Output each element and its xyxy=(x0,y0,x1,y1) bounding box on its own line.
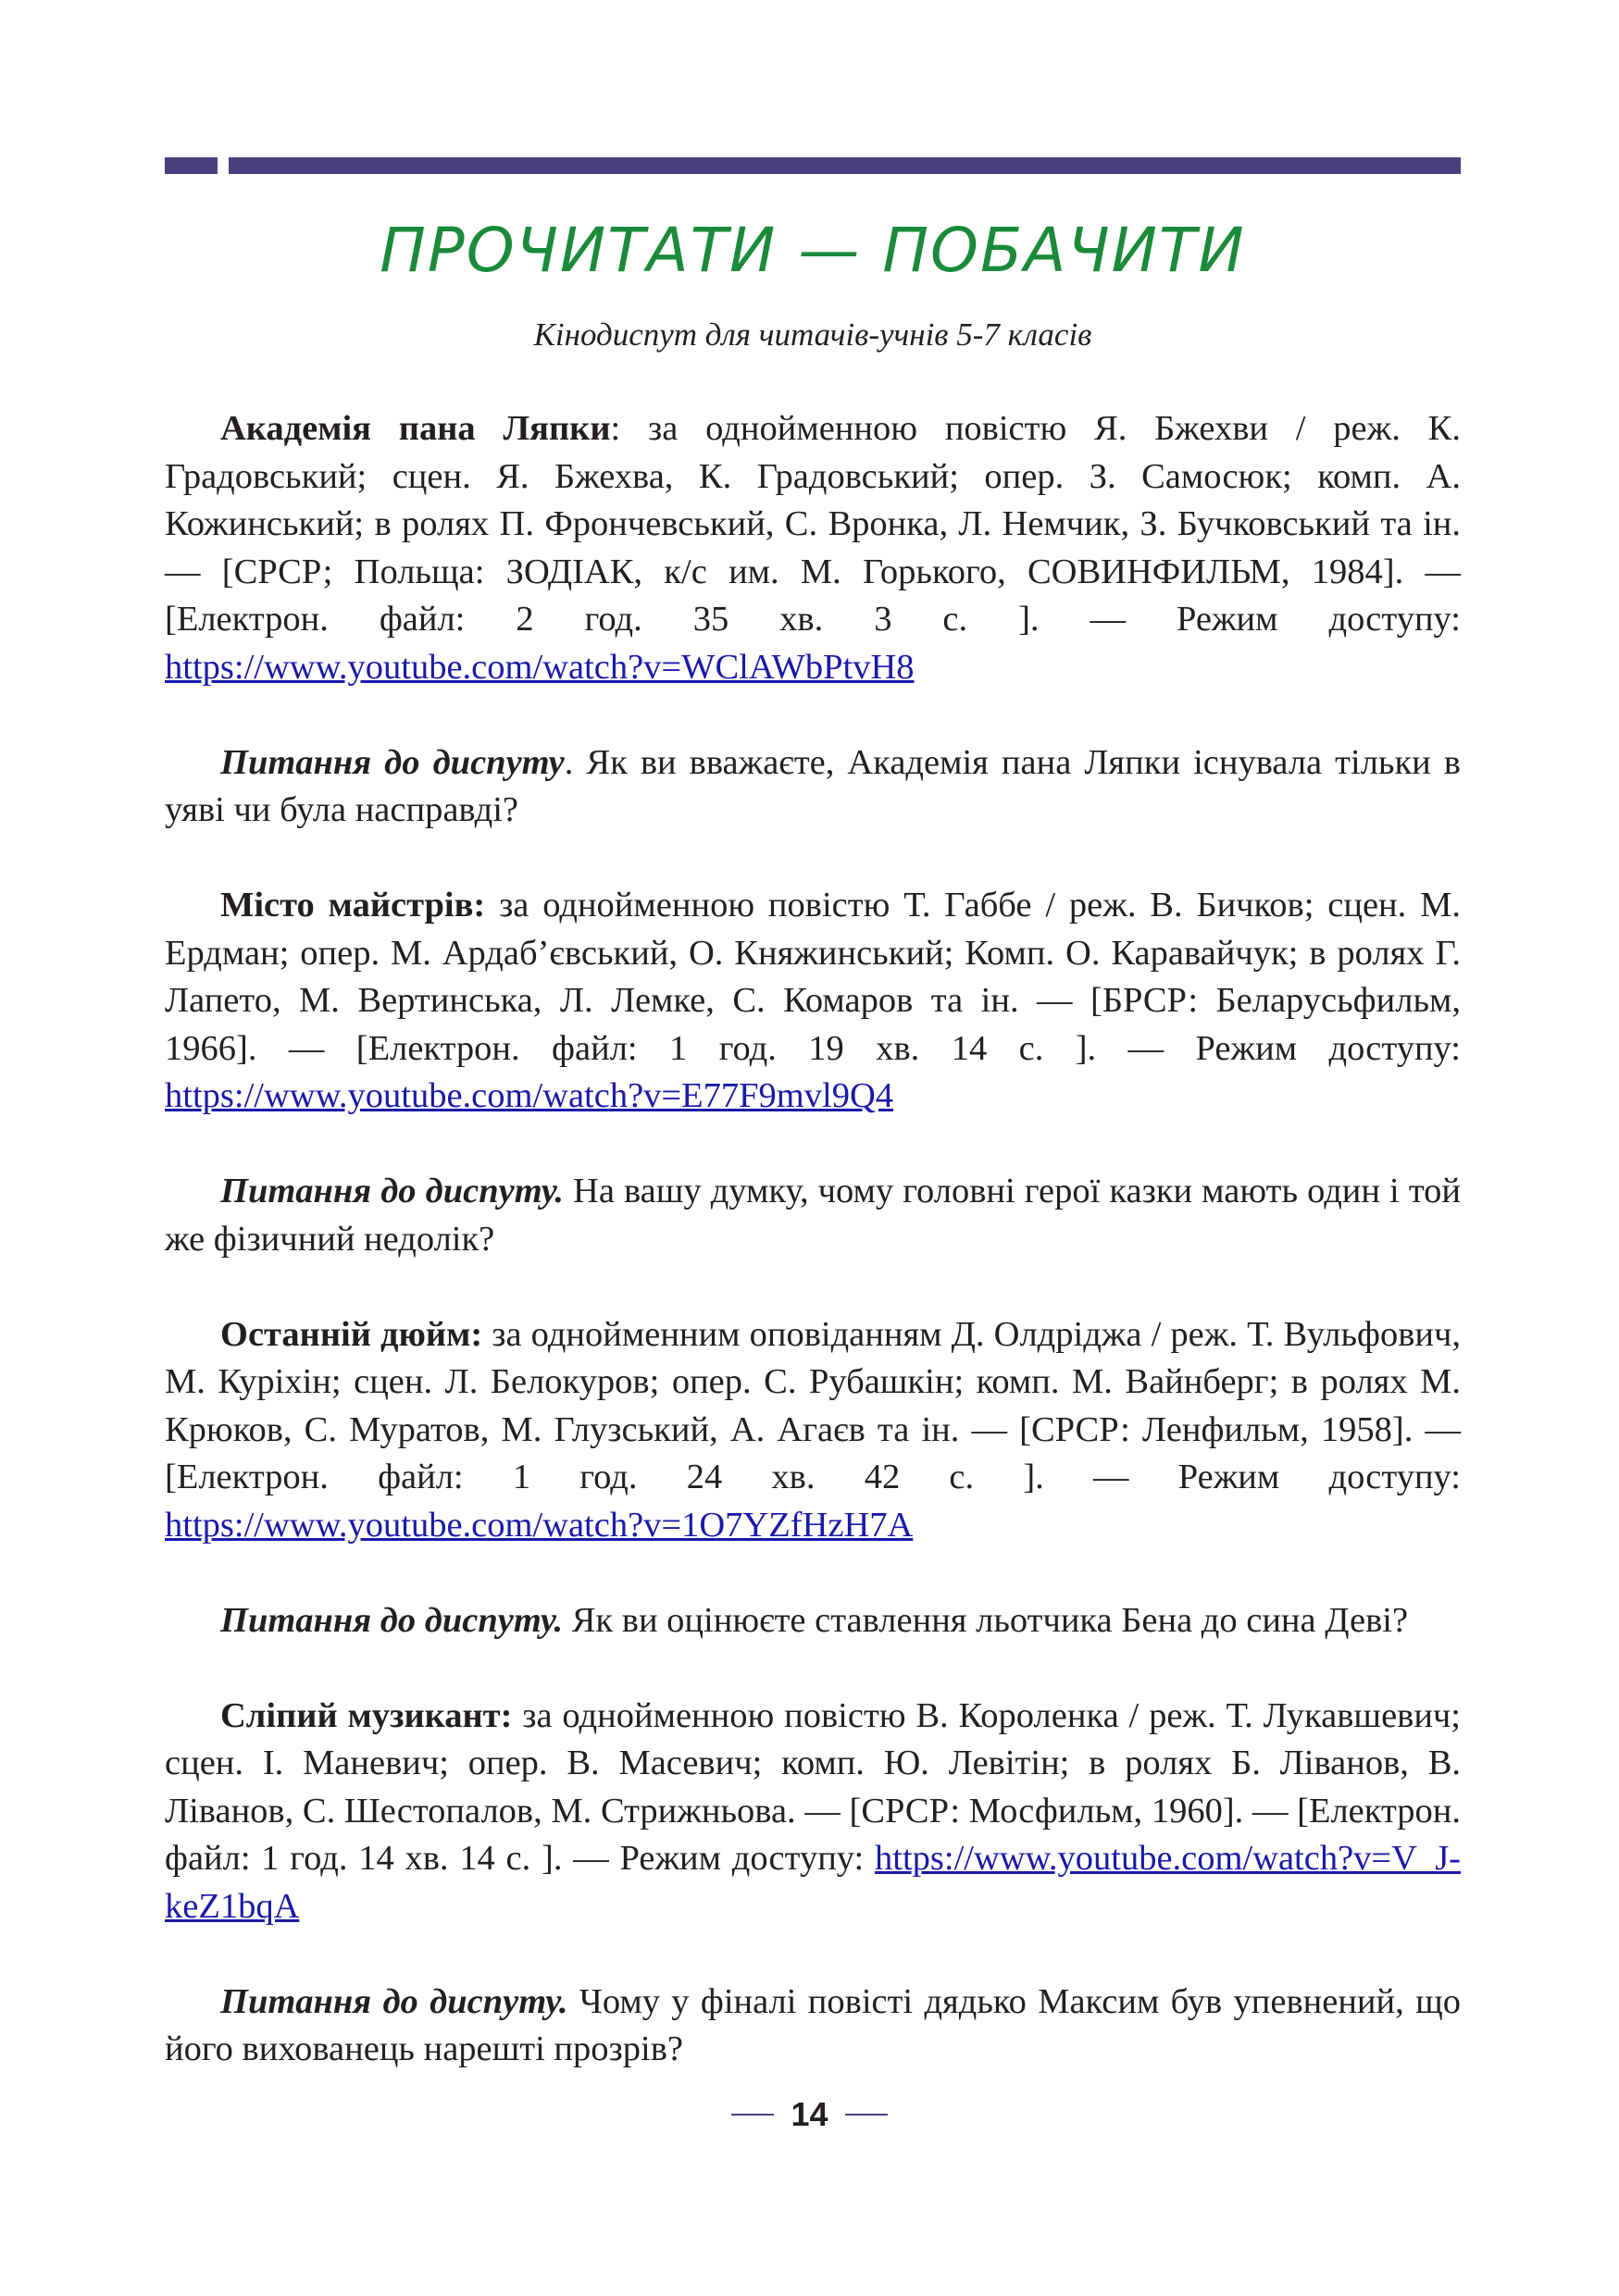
film-details: за однойменною повістю В. Короленка / реж. Т. Лукавшевич; сцен. І. Маневич; опер. В. Масевич; комп. Ю. Левітін; в ролях Б. Ліванов, В. Ліванов, С. Шестопалов, М. Стрижньова. — [СРСР: Мосфильм, 1960]. — [Електрон. файл: 1 год. 14 хв. 14 с. ]. — Режим доступу: xyxy=(165,1695,1461,1878)
film-entry xyxy=(165,405,1461,691)
page-footer xyxy=(0,2095,1619,2134)
film-title: Місто майстрів: xyxy=(220,886,486,925)
film-link[interactable]: https://www.youtube.com/watch?v=WClAWbPtvH8 xyxy=(165,647,915,687)
film-link[interactable]: https://www.youtube.com/watch?v=E77F9mvl9Q4 xyxy=(165,1076,893,1115)
question-label: Питання до диспуту xyxy=(220,742,565,782)
film-title: Останній дюйм: xyxy=(220,1314,483,1354)
film-entry xyxy=(165,1693,1461,1931)
page-number: 14 xyxy=(791,2095,828,2133)
question-text: На вашу думку, чому головні герої казки мають один і той же фізичний недолік? xyxy=(165,1172,1461,1259)
film-title-separator: : xyxy=(610,409,621,448)
film-title: Сліпий музикант: xyxy=(220,1695,513,1735)
question-text: Чому у фіналі повісті дядько Максим був упевнений, що його вихованець нарешті прозрів? xyxy=(165,1981,1461,2068)
question-text: Як ви оцінюєте ставлення льотчика Бена до сина Деві? xyxy=(563,1600,1409,1640)
question-label: Питання до диспуту. xyxy=(220,1981,568,2021)
film-details: за однойменною повістю Я. Бжехви / реж. К. Градовський; сцен. Я. Бжехва, К. Градовський; опер. З. Самосюк; комп. А. Кожинський; в ролях П. Фрончевський, С. Вронка, Л. Немчик, З. Бучковський та ін. — [СРСР; Польща: ЗОДІАК, к/с им. М. Горького, СОВИНФИЛЬМ, 1984]. — [Електрон. файл: 2 год. 35 хв. 3 с. ]. — Режим доступу: xyxy=(165,409,1461,639)
page-title: ПРОЧИТАТИ — ПОБАЧИТИ xyxy=(380,215,1246,286)
film-title: Академія пана Ляпки xyxy=(220,409,611,448)
question-text: . Як ви вважаєте, Академія пана Ляпки існувала тільки в уяві чи була насправді? xyxy=(165,742,1461,829)
discussion-question xyxy=(165,1979,1461,2074)
top-rule-long xyxy=(229,157,1461,174)
page-subtitle: Кінодиспут для читачів-учнів 5-7 класів xyxy=(533,316,1092,353)
discussion-question xyxy=(165,1168,1461,1263)
film-entry xyxy=(165,882,1461,1121)
discussion-question xyxy=(165,1597,1461,1645)
footer-dash-left xyxy=(731,2114,774,2116)
film-link[interactable]: https://www.youtube.com/watch?v=1O7YZfHzH7A xyxy=(165,1505,914,1545)
question-label: Питання до диспуту. xyxy=(220,1172,564,1210)
film-list xyxy=(165,405,1461,2074)
film-entry xyxy=(165,1311,1461,1550)
question-label: Питання до диспуту. xyxy=(220,1600,564,1640)
film-details: за однойменним оповіданням Д. Олдріджа / реж. Т. Вульфович, М. Куріхін; сцен. Л. Белокуров; опер. С. Рубашкін; комп. М. Вайнберг; в ролях М. Крюков, С. Муратов, М. Глузський, А. Агаєв та ін. — [СРСР: Ленфильм, 1958]. — [Електрон. файл: 1 год. 24 хв. 42 с. ]. — Режим доступу: xyxy=(165,1314,1461,1496)
footer-dash-right xyxy=(845,2114,888,2116)
top-rule-short xyxy=(165,157,218,174)
film-link[interactable]: https://www.youtube.com/watch?v=V_J-keZ1bqA xyxy=(165,1839,1461,1926)
film-details: за однойменною повістю Т. Габбе / реж. В. Бичков; сцен. М. Ердман; опер. М. Ардаб’євський, О. Княжинський; Комп. О. Каравайчук; в ролях Г. Лапето, М. Вертинська, Л. Лемке, С. Комаров та ін. — [БРСР: Беларусьфильм, 1966]. — [Електрон. файл: 1 год. 19 хв. 14 с. ]. — Режим доступу: xyxy=(165,886,1461,1068)
discussion-question xyxy=(165,739,1461,835)
